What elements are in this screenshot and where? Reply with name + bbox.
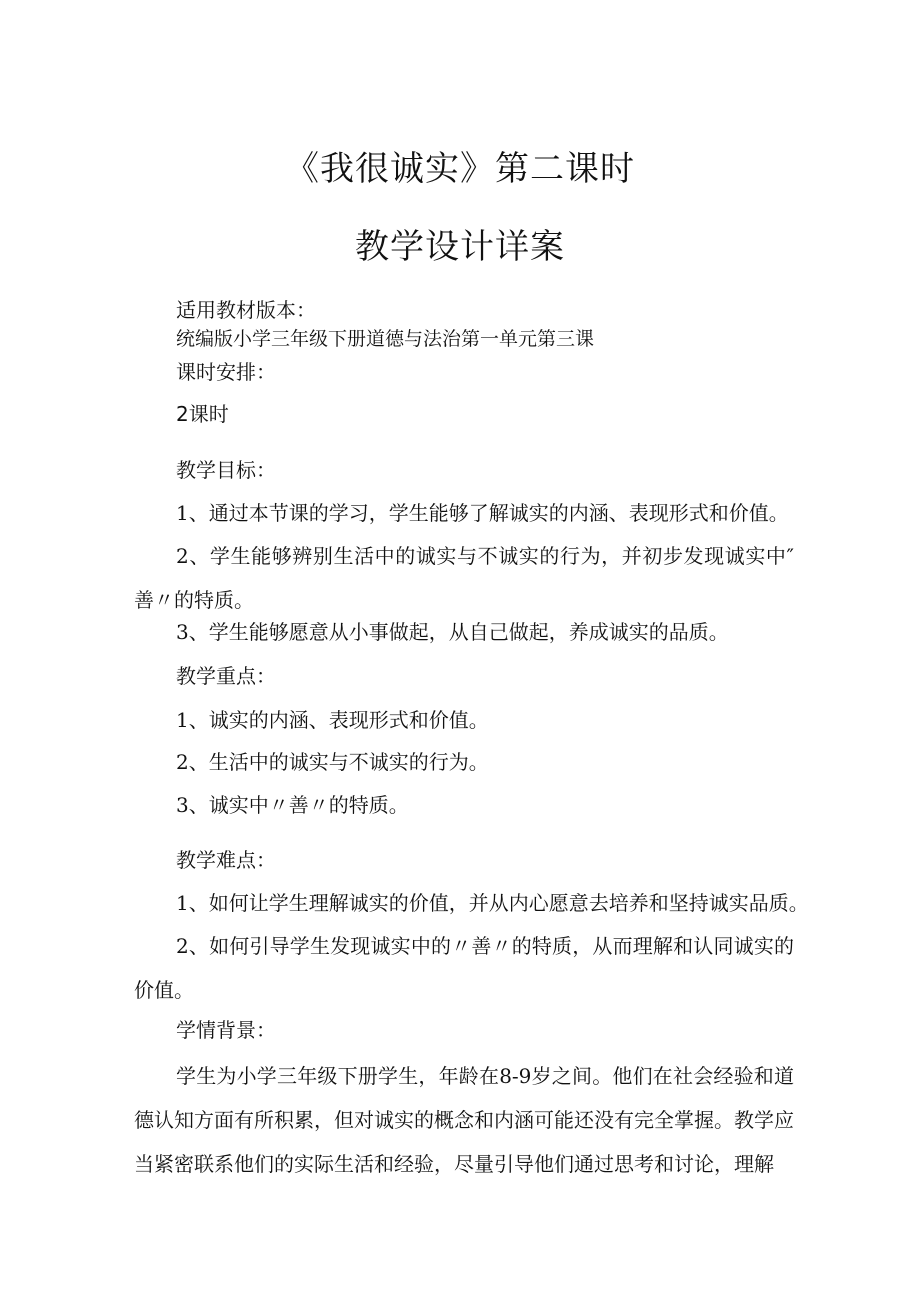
key-point-item: 2、生活中的诚实与不诚实的行为。	[176, 750, 489, 774]
difficulties-heading: 教学难点：	[176, 848, 276, 872]
key-points-heading: 教学重点：	[176, 664, 276, 688]
document-subtitle: 教学设计详案	[355, 227, 565, 267]
objective-item: 2、学生能够辨别生活中的诚实与不诚实的行为，并初步发现诚实中″善〃的特质。	[134, 544, 794, 612]
textbook-value: 统编版小学三年级下册道德与法治第一单元第三课	[176, 328, 595, 350]
key-point-item: 1、诚实的内涵、表现形式和价值。	[176, 708, 489, 732]
key-point-item: 3、诚实中〃善〃的特质。	[176, 793, 409, 817]
textbook-label: 适用教材版本：	[176, 298, 316, 322]
background-heading: 学情背景：	[176, 1018, 276, 1042]
difficulty-item: 1、如何让学生理解诚实的价值，并从内心愿意去培养和坚持诚实品质。	[176, 891, 809, 915]
schedule-label: 课时安排：	[176, 360, 276, 384]
objective-item: 1、通过本节课的学习，学生能够了解诚实的内涵、表现形式和价值。	[176, 501, 789, 525]
background-paragraph: 学生为小学三年级下册学生，年龄在8-9岁之间。他们在社会经验和道德认知方面有所积累，但对诚实的概念和内涵可能还没有完全掌握。教学应当紧密联系他们的实际生活和经验，尽量引导他们通过思考和讨论，理解	[134, 1064, 794, 1176]
schedule-value: 2课时	[176, 402, 229, 426]
objectives-heading: 教学目标：	[176, 458, 276, 482]
document-title: 《我很诚实》第二课时	[285, 149, 635, 189]
difficulty-item: 2、如何引导学生发现诚实中的〃善〃的特质，从而理解和认同诚实的价值。	[134, 934, 794, 1002]
objective-item: 3、学生能够愿意从小事做起，从自己做起，养成诚实的品质。	[176, 620, 729, 644]
